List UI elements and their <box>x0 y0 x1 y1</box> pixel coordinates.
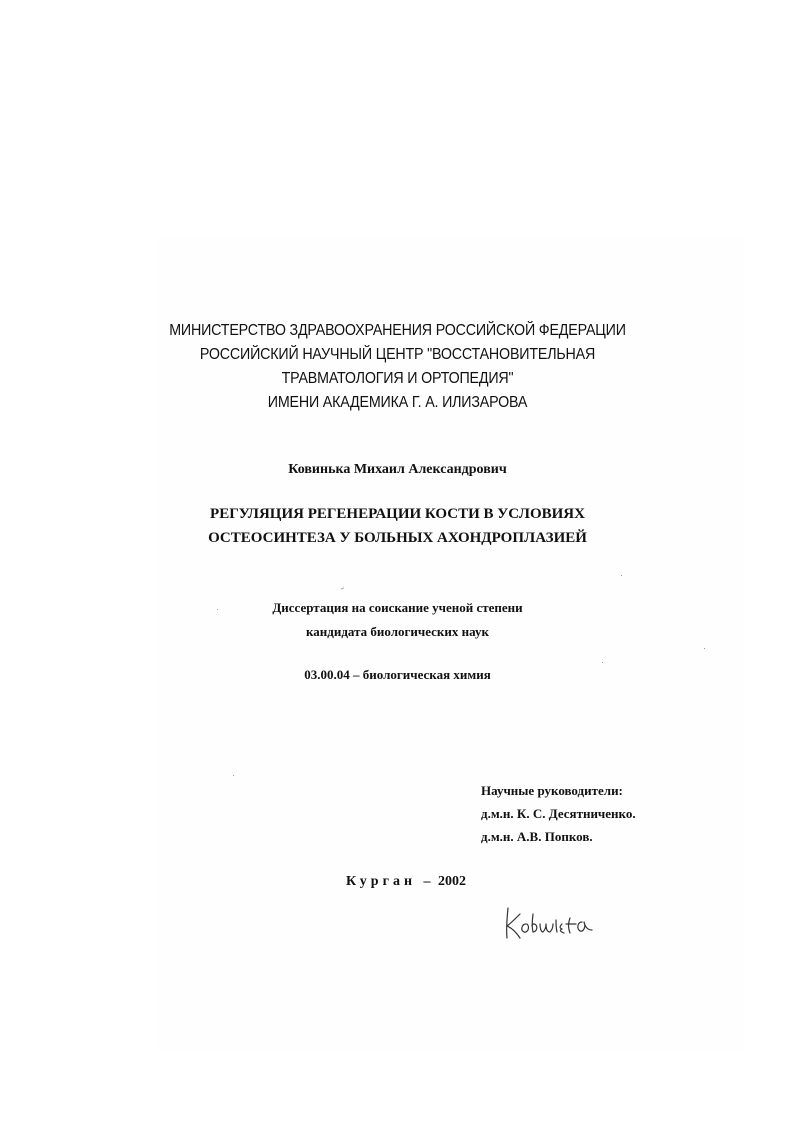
scan-speck <box>602 662 603 663</box>
supervisor-second: д.м.н. А.В. Попков. <box>481 829 593 844</box>
scan-speck <box>621 575 622 576</box>
author-name: Ковинька Михаил Александрович <box>288 462 507 477</box>
scan-speck <box>233 775 234 776</box>
institution-line-2: РОССИЙСКИЙ НАУЧНЫЙ ЦЕНТР "ВОССТАНОВИТЕЛЬНАЯ <box>199 346 596 363</box>
institution-line-4: ИМЕНИ АКАДЕМИКА Г. А. ИЛИЗАРОВА <box>267 394 528 411</box>
degree-line-1: Диссертация на соискание ученой степени <box>272 600 523 615</box>
institution-line-1: МИНИСТЕРСТВО ЗДРАВООХРАНЕНИЯ РОССИЙСКОЙ ФЕДЕРАЦИИ <box>169 322 626 339</box>
city-name: Курган <box>346 874 417 889</box>
supervisor-first: д.м.н. К. С. Десятниченко. <box>481 806 636 821</box>
dissertation-title-line-1: РЕГУЛЯЦИЯ РЕГЕНЕРАЦИИ КОСТИ В УСЛОВИЯХ <box>210 506 585 522</box>
year: 2002 <box>438 874 467 889</box>
supervisors-heading: Научные руководители: <box>481 783 623 798</box>
specialty-code: 03.00.04 – биологическая химия <box>304 667 491 682</box>
degree-line-2: кандидата биологических наук <box>306 624 489 639</box>
scan-speck <box>217 609 218 610</box>
year-separator: – <box>423 874 431 889</box>
dissertation-title-line-2: ОСТЕОСИНТЕЗА У БОЛЬНЫХ АХОНДРОПЛАЗИЕЙ <box>208 530 587 546</box>
handwritten-signature <box>500 900 610 946</box>
scan-speck <box>704 648 705 649</box>
place-year <box>346 874 466 890</box>
institution-line-3: ТРАВМАТОЛОГИЯ И ОРТОПЕДИЯ" <box>281 370 514 387</box>
